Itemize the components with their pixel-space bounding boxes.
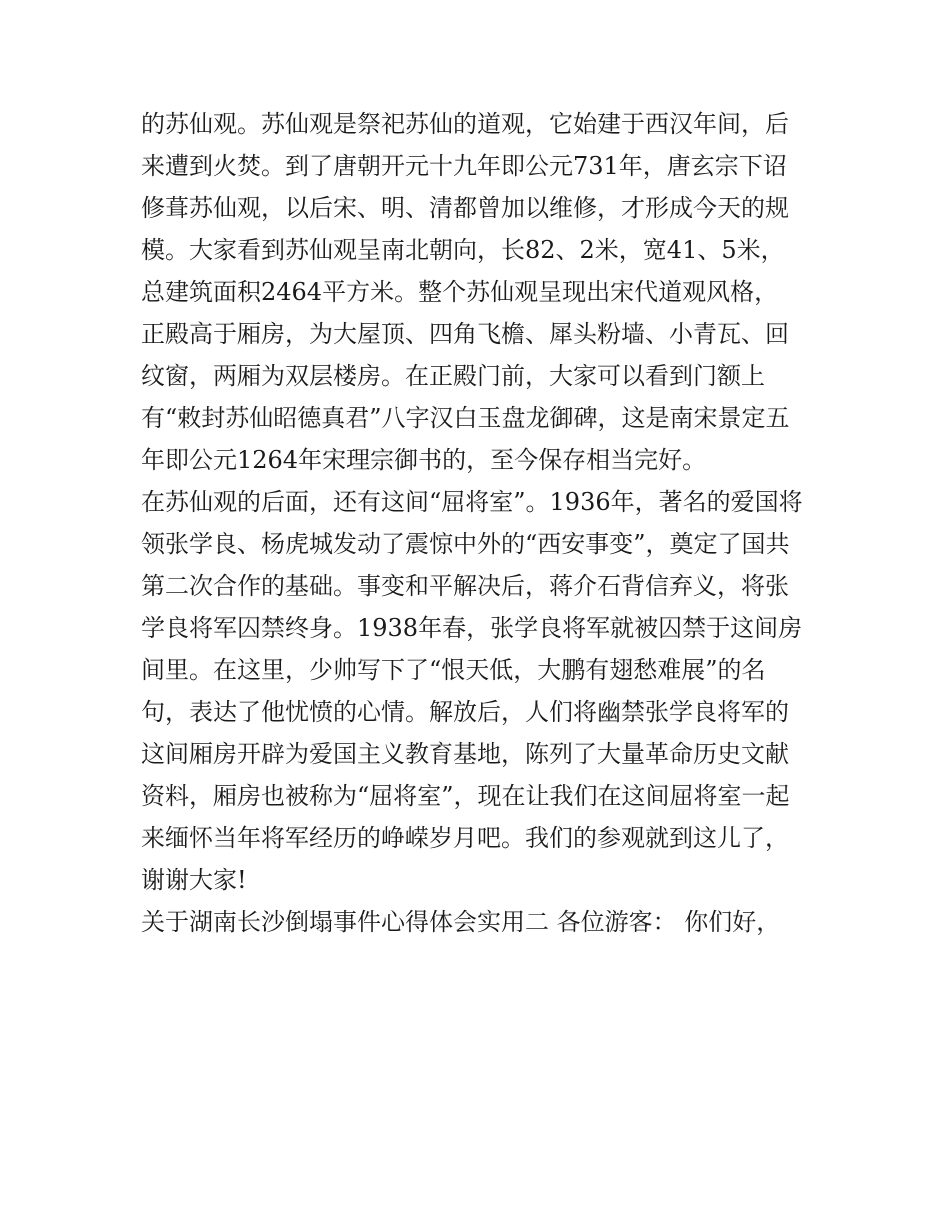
text-line: 间里。在这里，少帅写下了“恨天低，大鹏有翅愁难展”的名 (141, 656, 766, 684)
text-line: 句，表达了他忧愤的心情。解放后，人们将幽禁张学良将军的 (141, 698, 789, 726)
text-line: 纹窗，两厢为双层楼房。在正殿门前，大家可以看到门额上 (141, 362, 765, 390)
text-line: 总建筑面积2464平方米。整个苏仙观呈现出宋代道观风格， (141, 278, 779, 306)
text-line: 这间厢房开辟为爱国主义教育基地，陈列了大量革命历史文献 (141, 740, 789, 768)
text-line: 修葺苏仙观，以后宋、明、清都曾加以维修，才形成今天的规 (141, 194, 789, 222)
text-line: 正殿高于厢房，为大屋顶、四角飞檐、犀头粉墙、小青瓦、回 (141, 320, 789, 348)
text-line: 资料，厢房也被称为“屈将室”，现在让我们在这间屈将室一起 (141, 782, 790, 810)
text-line: 年即公元1264年宋理宗御书的，至今保存相当完好。 (141, 446, 707, 474)
text-line: 学良将军囚禁终身。1938年春，张学良将军就被囚禁于这间房 (141, 614, 803, 642)
text-line: 领张学良、杨虎城发动了震惊中外的“西安事变”，奠定了国共 (141, 530, 790, 558)
text-line: 来遭到火焚。到了唐朝开元十九年即公元731年，唐玄宗下诏 (141, 152, 787, 180)
text-line: 关于湖南长沙倒塌事件心得体会实用二 各位游客： 你们好， (141, 908, 781, 936)
text-line: 来缅怀当年将军经历的峥嵘岁月吧。我们的参观就到这儿了， (141, 824, 789, 852)
text-line: 的苏仙观。苏仙观是祭祀苏仙的道观，它始建于西汉年间，后 (141, 110, 789, 138)
text-line: 模。大家看到苏仙观呈南北朝向，长82、2米，宽41、5米， (141, 236, 785, 264)
text-line: 第二次合作的基础。事变和平解决后，蒋介石背信弃义，将张 (141, 572, 789, 600)
text-line: 有“敕封苏仙昭德真君”八字汉白玉盘龙御碑，这是南宋景定五 (141, 404, 790, 432)
body-text (141, 103, 831, 943)
text-line: 在苏仙观的后面，还有这间“屈将室”。1936年，著名的爱国将 (141, 488, 803, 516)
text-line: 谢谢大家! (141, 866, 247, 894)
